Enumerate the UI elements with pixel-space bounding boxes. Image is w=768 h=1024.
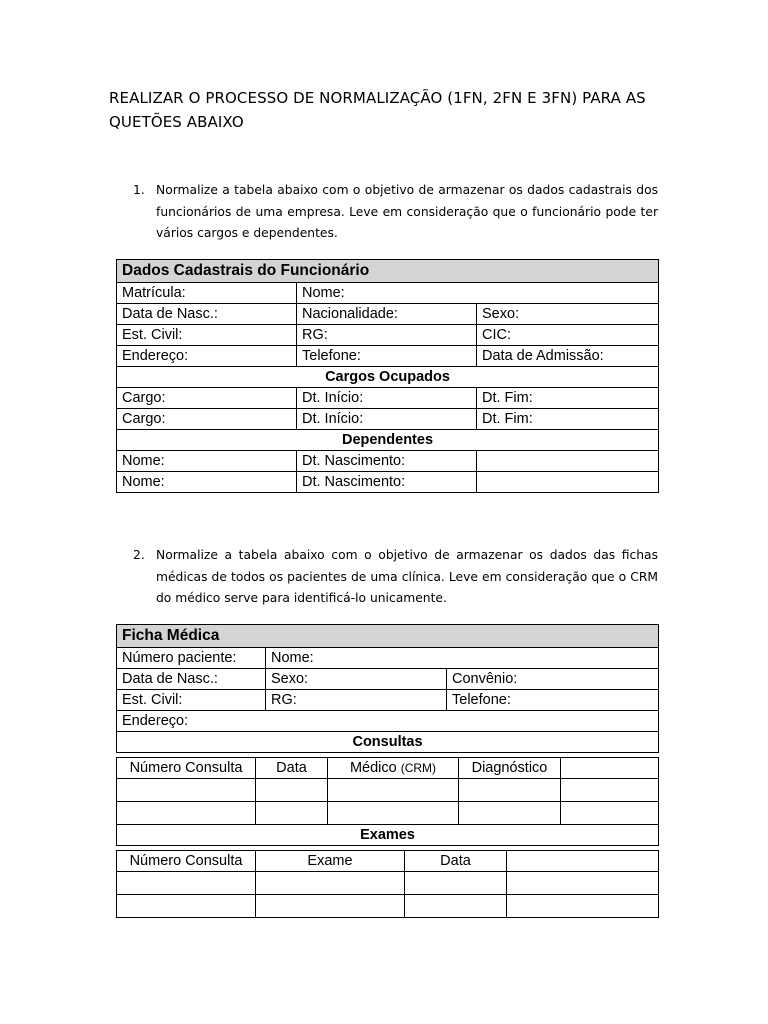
empty-cell	[328, 779, 459, 802]
section-exames: Exames	[117, 825, 659, 846]
section-cargos: Cargos Ocupados	[117, 367, 659, 388]
field-matricula: Matrícula:	[117, 283, 297, 304]
field-telefone: Telefone:	[297, 346, 477, 367]
table-row	[117, 430, 659, 451]
empty-cell	[477, 472, 659, 493]
table-row	[117, 283, 659, 304]
empty-cell	[459, 779, 561, 802]
field-dt-inicio: Dt. Início:	[297, 409, 477, 430]
table-row	[117, 732, 659, 753]
field-nome: Nome:	[266, 648, 659, 669]
field-cargo: Cargo:	[117, 409, 297, 430]
consultas-table	[116, 757, 659, 846]
table-title: Dados Cadastrais do Funcionário	[117, 260, 659, 283]
empty-cell	[256, 895, 405, 918]
field-sexo: Sexo:	[477, 304, 659, 325]
field-endereco: Endereço:	[117, 346, 297, 367]
empty-cell	[117, 872, 256, 895]
field-data-nasc: Data de Nasc.:	[117, 669, 266, 690]
col-medico-label: Médico	[349, 760, 397, 776]
table-row	[117, 367, 659, 388]
field-data-nasc: Data de Nasc.:	[117, 304, 297, 325]
table-row	[117, 669, 659, 690]
table-row	[117, 472, 659, 493]
empty-cell	[507, 895, 659, 918]
table-row	[117, 451, 659, 472]
table-row	[117, 690, 659, 711]
empty-cell	[117, 779, 256, 802]
field-dep-nome: Nome:	[117, 472, 297, 493]
col-data: Data	[405, 851, 507, 872]
field-endereco: Endereço:	[117, 711, 659, 732]
field-est-civil: Est. Civil:	[117, 325, 297, 346]
col-diagnostico: Diagnóstico	[459, 758, 561, 779]
table-row	[117, 779, 659, 802]
empty-cell	[256, 872, 405, 895]
exames-table	[116, 850, 659, 918]
empty-cell	[117, 802, 256, 825]
col-numero-consulta: Número Consulta	[117, 758, 256, 779]
field-data-admissao: Data de Admissão:	[477, 346, 659, 367]
field-dep-nome: Nome:	[117, 451, 297, 472]
question-2	[133, 545, 658, 610]
empty-cell	[256, 802, 328, 825]
medical-record-table	[116, 624, 659, 753]
field-convenio: Convênio:	[447, 669, 659, 690]
empty-cell	[561, 802, 659, 825]
field-numero-paciente: Número paciente:	[117, 648, 266, 669]
table-row	[117, 825, 659, 846]
table-row	[117, 758, 659, 779]
table-row	[117, 872, 659, 895]
col-medico	[328, 758, 459, 779]
empty-cell	[405, 872, 507, 895]
table-row	[117, 260, 659, 283]
table-row	[117, 346, 659, 367]
field-dt-inicio: Dt. Início:	[297, 388, 477, 409]
empty-cell	[328, 802, 459, 825]
table-row	[117, 711, 659, 732]
table-title: Ficha Médica	[117, 625, 659, 648]
field-cic: CIC:	[477, 325, 659, 346]
question-1	[133, 180, 658, 245]
empty-cell	[507, 872, 659, 895]
empty-cell	[256, 779, 328, 802]
table-row	[117, 802, 659, 825]
employee-data-table	[116, 259, 659, 493]
field-nome: Nome:	[297, 283, 659, 304]
col-exame: Exame	[256, 851, 405, 872]
table-row	[117, 648, 659, 669]
field-dt-fim: Dt. Fim:	[477, 409, 659, 430]
field-est-civil: Est. Civil:	[117, 690, 266, 711]
empty-cell	[561, 758, 659, 779]
field-cargo: Cargo:	[117, 388, 297, 409]
field-dt-fim: Dt. Fim:	[477, 388, 659, 409]
empty-cell	[405, 895, 507, 918]
field-dt-nascimento: Dt. Nascimento:	[297, 451, 477, 472]
field-nacionalidade: Nacionalidade:	[297, 304, 477, 325]
table-row	[117, 895, 659, 918]
field-telefone: Telefone:	[447, 690, 659, 711]
question-2-number: 2.	[133, 548, 145, 562]
field-dt-nascimento: Dt. Nascimento:	[297, 472, 477, 493]
table-row	[117, 388, 659, 409]
col-data: Data	[256, 758, 328, 779]
section-dependentes: Dependentes	[117, 430, 659, 451]
empty-cell	[477, 451, 659, 472]
col-medico-crm: (CRM)	[400, 761, 437, 775]
empty-cell	[459, 802, 561, 825]
question-1-text: Normalize a tabela abaixo com o objetivo de armazenar os dados cadastrais dos funcionários de uma empresa. Leve em consideração que o funcionário pode ter vários cargos e dependentes.	[156, 183, 658, 240]
document-heading: REALIZAR O PROCESSO DE NORMALIZAÇÃO (1FN, 2FN E 3FN) PARA AS QUETÕES ABAIXO	[109, 89, 646, 131]
table-row	[117, 409, 659, 430]
table-row	[117, 625, 659, 648]
table-row	[117, 304, 659, 325]
empty-cell	[561, 779, 659, 802]
col-numero-consulta: Número Consulta	[117, 851, 256, 872]
field-rg: RG:	[297, 325, 477, 346]
empty-cell	[117, 895, 256, 918]
table-row	[117, 851, 659, 872]
field-rg: RG:	[266, 690, 447, 711]
question-1-number: 1.	[133, 183, 145, 197]
empty-cell	[507, 851, 659, 872]
question-2-text: Normalize a tabela abaixo com o objetivo de armazenar os dados das fichas médicas de todos os pacientes de uma clínica. Leve em consideração que o CRM do médico serve para identificá-lo unicamente.	[156, 548, 658, 605]
section-consultas: Consultas	[117, 732, 659, 753]
field-sexo: Sexo:	[266, 669, 447, 690]
table-row	[117, 325, 659, 346]
